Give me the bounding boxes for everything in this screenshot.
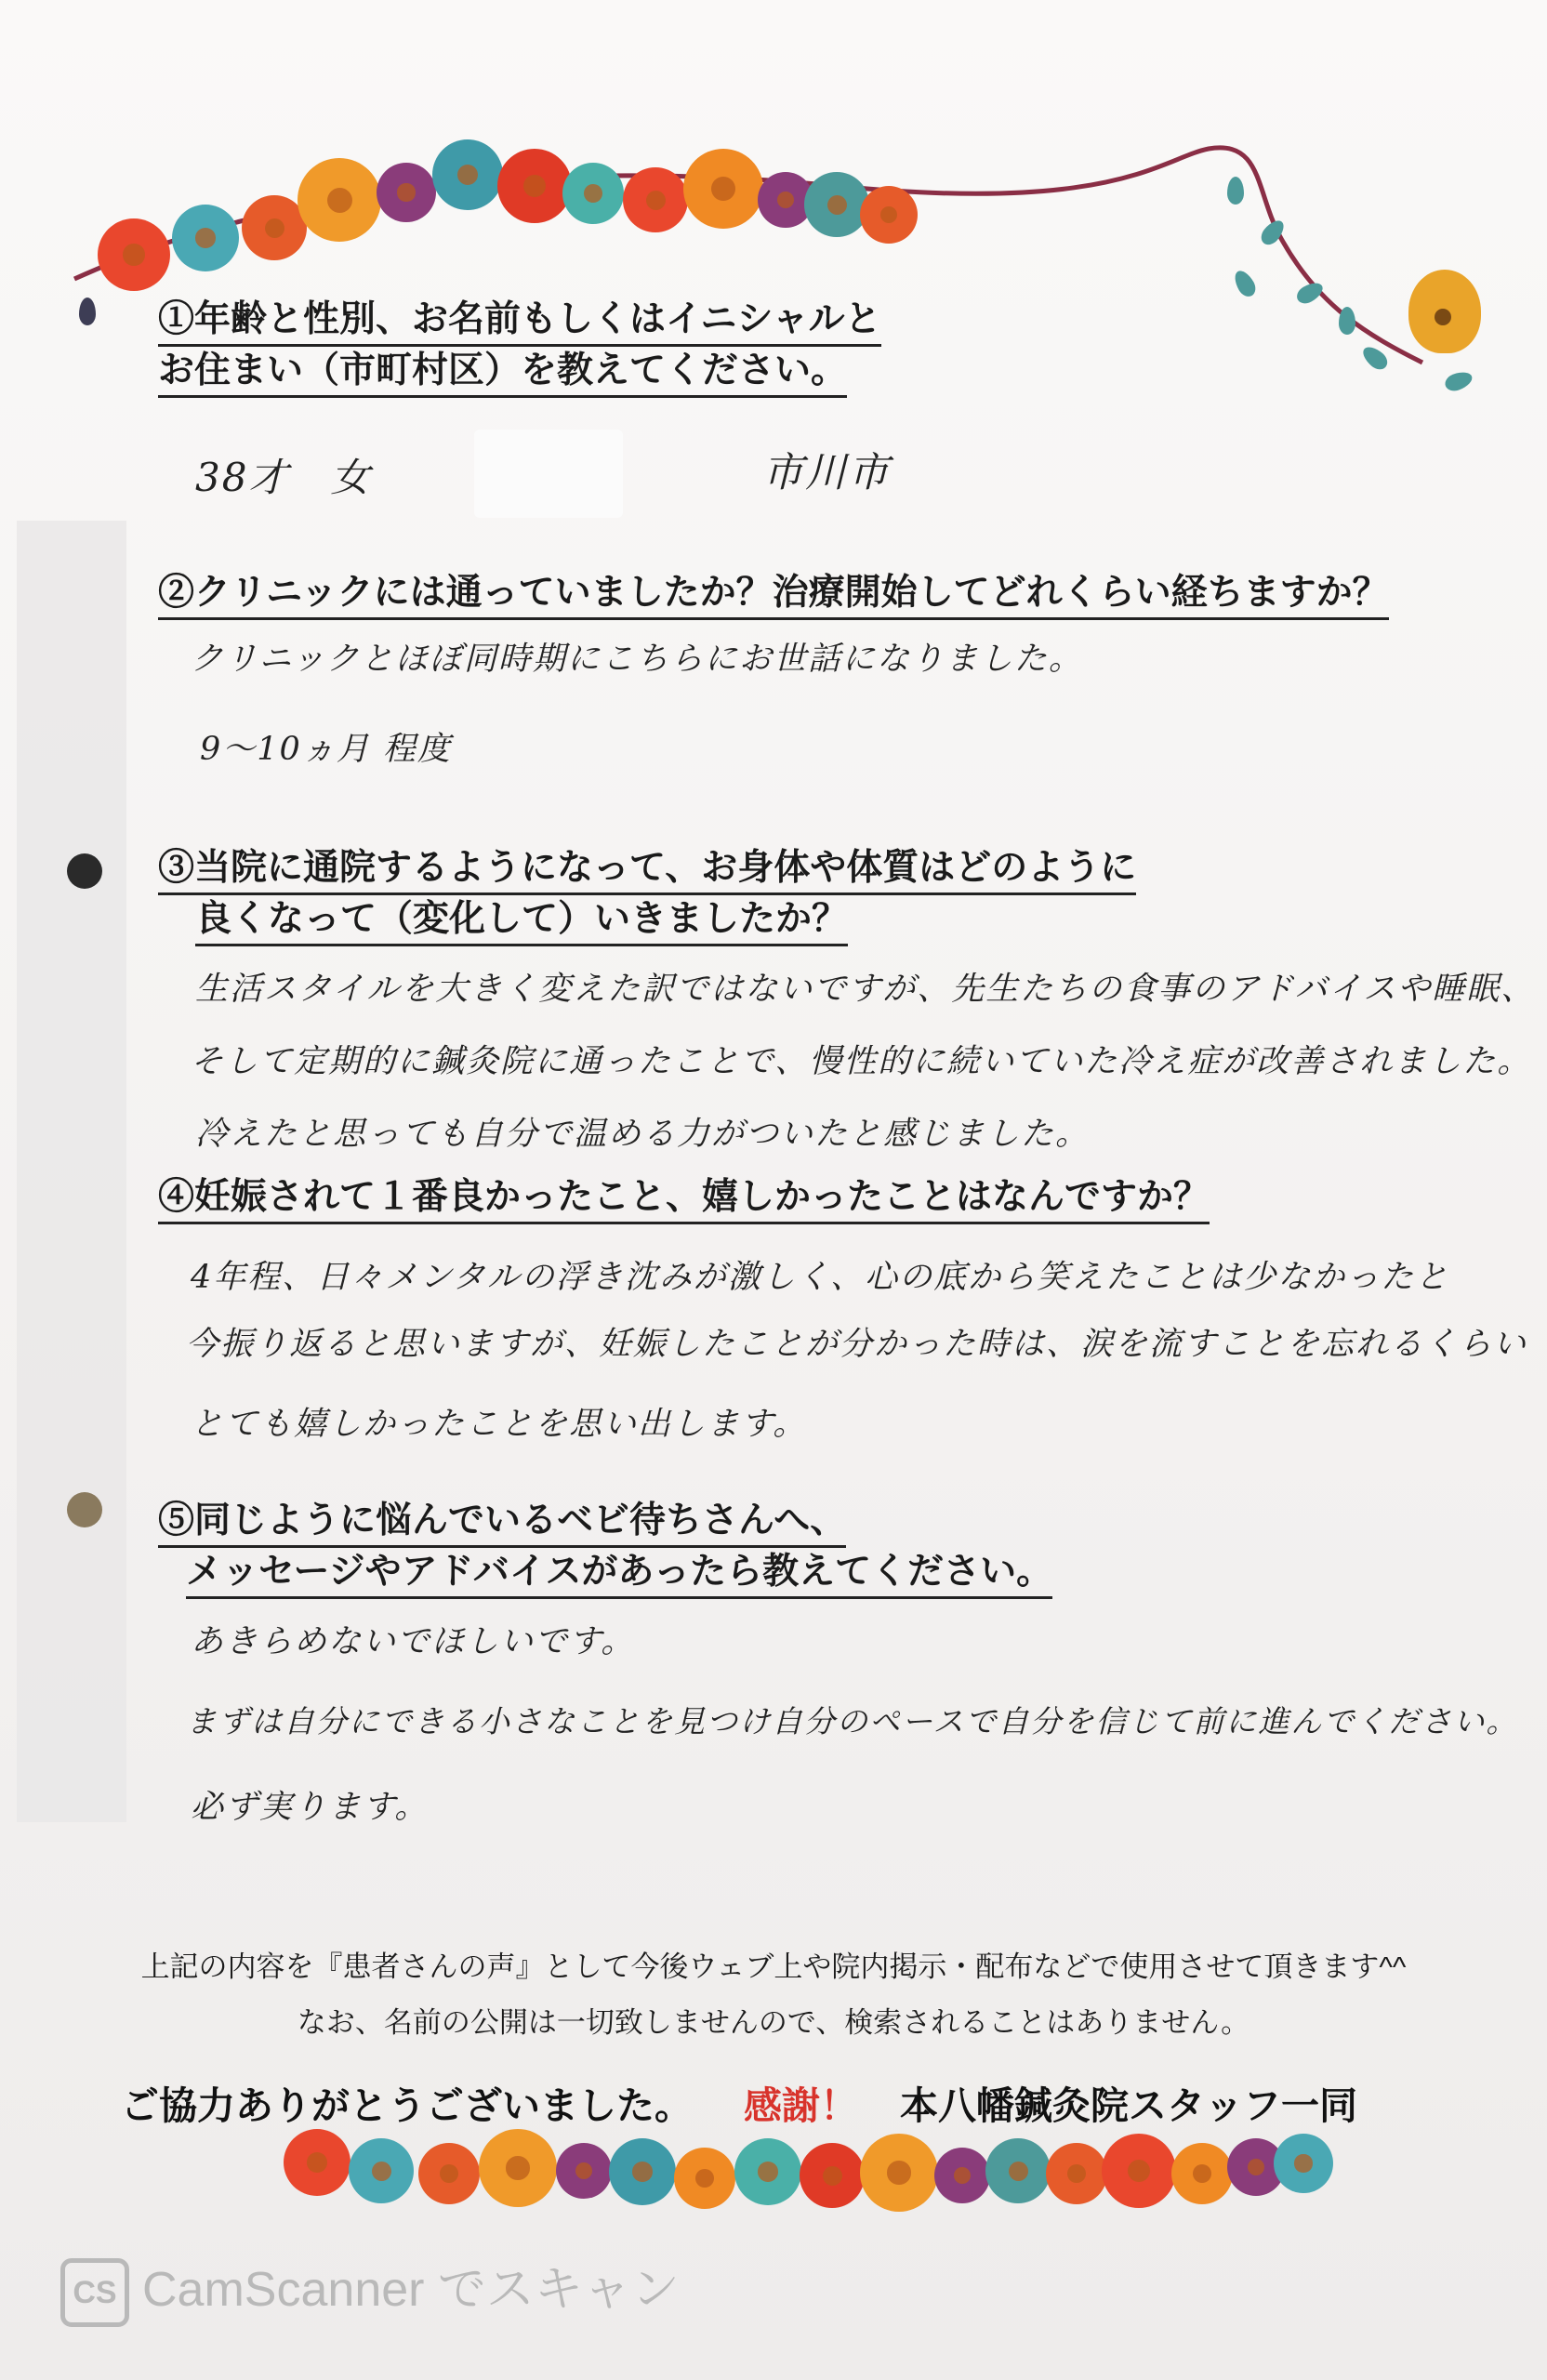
answer-4-line: 今振り返ると思いますが、妊娠したことが分かった時は、涙を流すことを忘れるくらい: [186, 1326, 1528, 1363]
flower-icon: [734, 2138, 801, 2205]
question-1: [158, 296, 881, 398]
answer-4-line: とても嬉しかったことを思い出します。: [191, 1406, 808, 1443]
question-line: お住まい（市町村区）を教えてください。: [158, 347, 847, 398]
answer-1-age-sex: 38才 女: [195, 455, 372, 500]
footer-note-usage: 上記の内容を『患者さんの声』として今後ウェブ上や院内掲示・配布などで使用させて頂きます^^: [140, 1950, 1407, 1983]
flower-icon: [556, 2143, 612, 2199]
clinic-signature: 本八幡鍼灸院スタッフ一同: [900, 2084, 1357, 2127]
kansha-text: 感謝！: [744, 2084, 858, 2127]
question-line: メッセージやアドバイスがあったら教えてください。: [186, 1548, 1052, 1599]
flower-icon: [1171, 2143, 1233, 2204]
flower-icon: [479, 2129, 557, 2207]
flower-icon: [418, 2143, 480, 2204]
scan-edge-shadow: [17, 521, 126, 1822]
question-line: ①年齢と性別、お名前もしくはイニシャルと: [158, 296, 881, 347]
flower-icon: [674, 2148, 735, 2209]
flower-icon: [98, 218, 170, 291]
flower-icon: [377, 163, 436, 222]
footer-note-privacy: なお、名前の公開は一切致しませんので、検索されることはありません。: [297, 2006, 1250, 2039]
redacted-name: [474, 430, 623, 518]
question-line: 良くなって（変化して）いきましたか？: [195, 895, 848, 946]
question-4: [158, 1173, 1210, 1224]
thanks-text: ご協力ありがとうございました。: [121, 2084, 693, 2127]
flower-icon: [609, 2138, 676, 2205]
flower-icon: [1274, 2134, 1333, 2193]
watermark-text: CamScanner でスキャン: [142, 2263, 680, 2317]
question-2: [158, 569, 1389, 620]
flower-icon: [860, 2134, 938, 2212]
flower-icon: [172, 205, 239, 271]
question-5: [158, 1497, 1052, 1599]
flower-icon: [432, 139, 503, 210]
answer-2-line: 9〜10ヵ月 程度: [200, 731, 452, 768]
answer-5-line: あきらめないでほしいです。: [191, 1623, 636, 1660]
leaf-icon: [79, 298, 96, 325]
camscanner-watermark: [60, 2250, 680, 2327]
punch-hole: [67, 853, 102, 889]
flower-icon: [497, 149, 572, 223]
answer-5-line: まずは自分にできる小さなことを見つけ自分のペースで自分を信じて前に進んでください。: [186, 1703, 1519, 1739]
flower-icon: [298, 158, 381, 242]
flower-icon: [284, 2129, 350, 2196]
answer-5-line: 必ず実ります。: [191, 1789, 430, 1826]
question-3: [158, 844, 1136, 946]
flower-icon: [985, 2138, 1051, 2203]
question-line: ⑤同じように悩んでいるベビ待ちさんへ、: [158, 1497, 846, 1548]
question-line: ②クリニックには通っていましたか？治療開始してどれくらい経ちますか？: [158, 569, 1389, 620]
leaf-icon: [1227, 177, 1244, 205]
answer-3-line: 生活スタイルを大きく変えた訳ではないですが、先生たちの食事のアドバイスや睡眠、: [195, 971, 1536, 1008]
flower-icon: [934, 2148, 990, 2203]
flower-icon: [349, 2138, 414, 2203]
answer-3-line: 冷えたと思っても自分で温める力がついたと感じました。: [195, 1116, 1091, 1153]
bird-icon: [1408, 270, 1481, 353]
answer-2-line: クリニックとほぼ同時期にこちらにお世話になりました。: [191, 641, 1083, 678]
answer-1-city: 市川市: [762, 449, 891, 496]
flower-icon: [1102, 2134, 1176, 2208]
answer-4-line: 4年程、日々メンタルの浮き沈みが激しく、心の底から笑えたことは少なかったと: [191, 1259, 1450, 1296]
camscanner-logo-icon: CS: [60, 2258, 129, 2327]
flower-icon: [800, 2143, 865, 2208]
punch-hole: [67, 1492, 102, 1527]
flower-icon: [1046, 2143, 1107, 2204]
flower-icon: [804, 172, 869, 237]
flower-icon: [562, 163, 624, 224]
flower-icon: [623, 167, 688, 232]
flower-icon: [683, 149, 763, 229]
question-line: ③当院に通院するようになって、お身体や体質はどのように: [158, 844, 1136, 895]
answer-3-line: そして定期的に鍼灸院に通ったことで、慢性的に続いていた冷え症が改善されました。: [191, 1043, 1532, 1080]
flower-icon: [860, 186, 918, 244]
flower-garland-icon: [0, 2110, 1547, 2231]
leaf-icon: [1339, 307, 1355, 335]
question-line: ④妊娠されて１番良かったこと、嬉しかったことはなんですか？: [158, 1173, 1210, 1224]
